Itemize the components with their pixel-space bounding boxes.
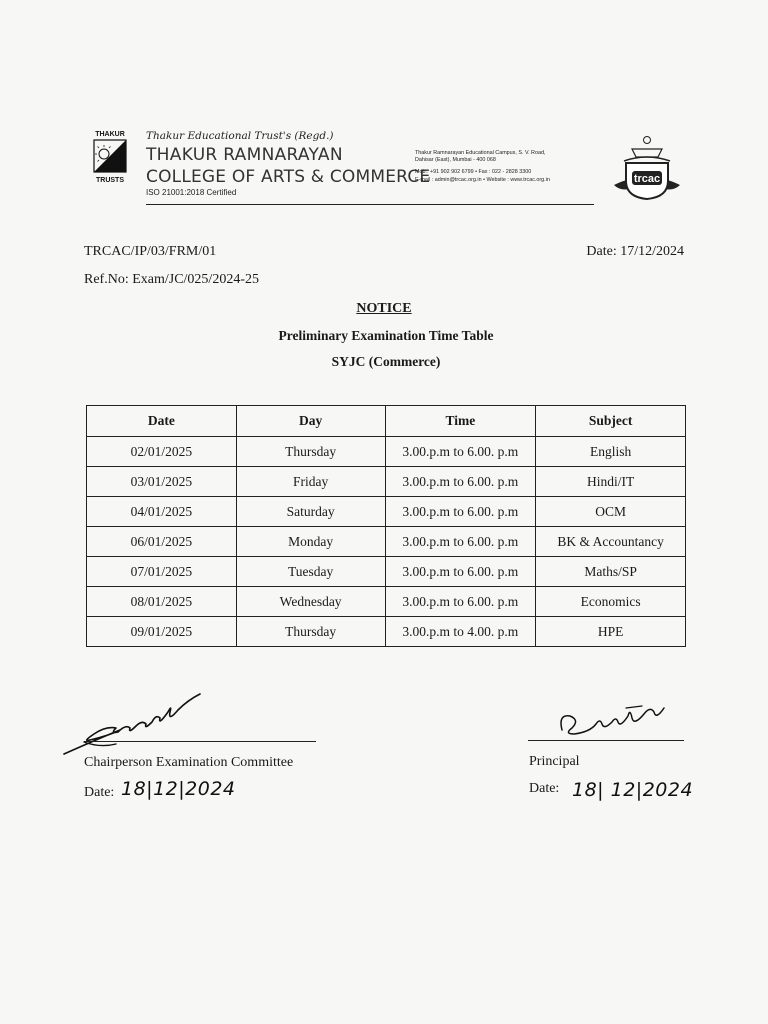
- exam-timetable: [86, 405, 686, 647]
- cell-time: 3.00.p.m to 6.00. p.m: [385, 437, 536, 467]
- table-row: [87, 617, 686, 647]
- cell-date: 06/01/2025: [87, 527, 237, 557]
- cell-subject: Economics: [536, 587, 686, 617]
- cell-date: 07/01/2025: [87, 557, 237, 587]
- table-row: [87, 467, 686, 497]
- cell-date: 04/01/2025: [87, 497, 237, 527]
- chairperson-date-label: Date:: [84, 785, 115, 800]
- column-header-day: Day: [236, 406, 385, 437]
- principal-title: Principal: [529, 754, 580, 769]
- table-row: [87, 527, 686, 557]
- college-name-line2: COLLEGE OF ARTS & COMMERCE: [146, 167, 431, 187]
- table-row: [87, 437, 686, 467]
- address-line1: Thakur Ramnarayan Educational Campus, S. V. Road,: [415, 150, 546, 156]
- cell-time: 3.00.p.m to 6.00. p.m: [385, 587, 536, 617]
- table-header-row: [87, 406, 686, 437]
- cell-time: 3.00.p.m to 6.00. p.m: [385, 557, 536, 587]
- address-line2: Dahisar (East), Mumbai - 400 068: [415, 157, 496, 164]
- cell-subject: BK & Accountancy: [536, 527, 686, 557]
- notice-date: Date: 17/12/2024: [586, 244, 684, 259]
- signature-line-left: [84, 741, 316, 742]
- logo-text-top: THAKUR: [95, 131, 125, 138]
- table-row: [87, 497, 686, 527]
- cell-day: Tuesday: [236, 557, 385, 587]
- cell-date: 03/01/2025: [87, 467, 237, 497]
- cell-day: Thursday: [236, 437, 385, 467]
- column-header-time: Time: [385, 406, 536, 437]
- table-row: [87, 587, 686, 617]
- reference-number: Ref.No: Exam/JC/025/2024-25: [84, 272, 259, 287]
- column-header-date: Date: [87, 406, 237, 437]
- cell-day: Saturday: [236, 497, 385, 527]
- class-name: SYJC (Commerce): [331, 354, 441, 369]
- cell-subject: HPE: [536, 617, 686, 647]
- principal-handwritten-date: 18| 12|2024: [572, 779, 694, 801]
- thakur-trusts-logo: [88, 128, 132, 184]
- college-name-line1: THAKUR RAMNARAYAN: [146, 145, 343, 165]
- cell-day: Monday: [236, 527, 385, 557]
- trcac-crest-logo: [610, 135, 684, 201]
- cell-time: 3.00.p.m to 6.00. p.m: [385, 527, 536, 557]
- cell-time: 3.00.p.m to 6.00. p.m: [385, 467, 536, 497]
- column-header-subject: Subject: [536, 406, 686, 437]
- cell-day: Thursday: [236, 617, 385, 647]
- chairperson-handwritten-date: 18|12|2024: [121, 778, 236, 800]
- email-line: E-mail : admin@trcac.org.in • Website : www.trcac.org.in: [415, 176, 550, 183]
- cell-day: Friday: [236, 467, 385, 497]
- chairperson-title: Chairperson Examination Committee: [84, 755, 294, 770]
- cell-date: 02/01/2025: [87, 437, 237, 467]
- cell-date: 08/01/2025: [87, 587, 237, 617]
- cell-subject: Maths/SP: [536, 557, 686, 587]
- cell-subject: Hindi/IT: [536, 467, 686, 497]
- cell-time: 3.00.p.m to 6.00. p.m: [385, 497, 536, 527]
- chairperson-signature: [60, 678, 220, 763]
- logo-text-bottom: TRUSTS: [96, 177, 124, 184]
- iso-certification: ISO 21001:2018 Certified: [146, 188, 237, 197]
- crest-text: trcac: [633, 173, 661, 185]
- contact-block: [415, 150, 615, 184]
- principal-date-label: Date:: [529, 781, 560, 796]
- phone-line: Mob.: +91 902 902 6799 • Fax : 022 - 2828 3300: [415, 169, 532, 176]
- cell-subject: English: [536, 437, 686, 467]
- notice-subtitle: Preliminary Examination Time Table: [278, 328, 494, 343]
- cell-date: 09/01/2025: [87, 617, 237, 647]
- signature-line-right: [528, 740, 684, 741]
- cell-day: Wednesday: [236, 587, 385, 617]
- principal-signature: [556, 694, 676, 742]
- notice-heading: NOTICE: [356, 301, 412, 316]
- cell-time: 3.00.p.m to 4.00. p.m: [385, 617, 536, 647]
- trust-line: Thakur Educational Trust's (Regd.): [146, 130, 334, 142]
- form-code: TRCAC/IP/03/FRM/01: [84, 244, 217, 259]
- table-row: [87, 557, 686, 587]
- cell-subject: OCM: [536, 497, 686, 527]
- letterhead-rule: [146, 204, 594, 205]
